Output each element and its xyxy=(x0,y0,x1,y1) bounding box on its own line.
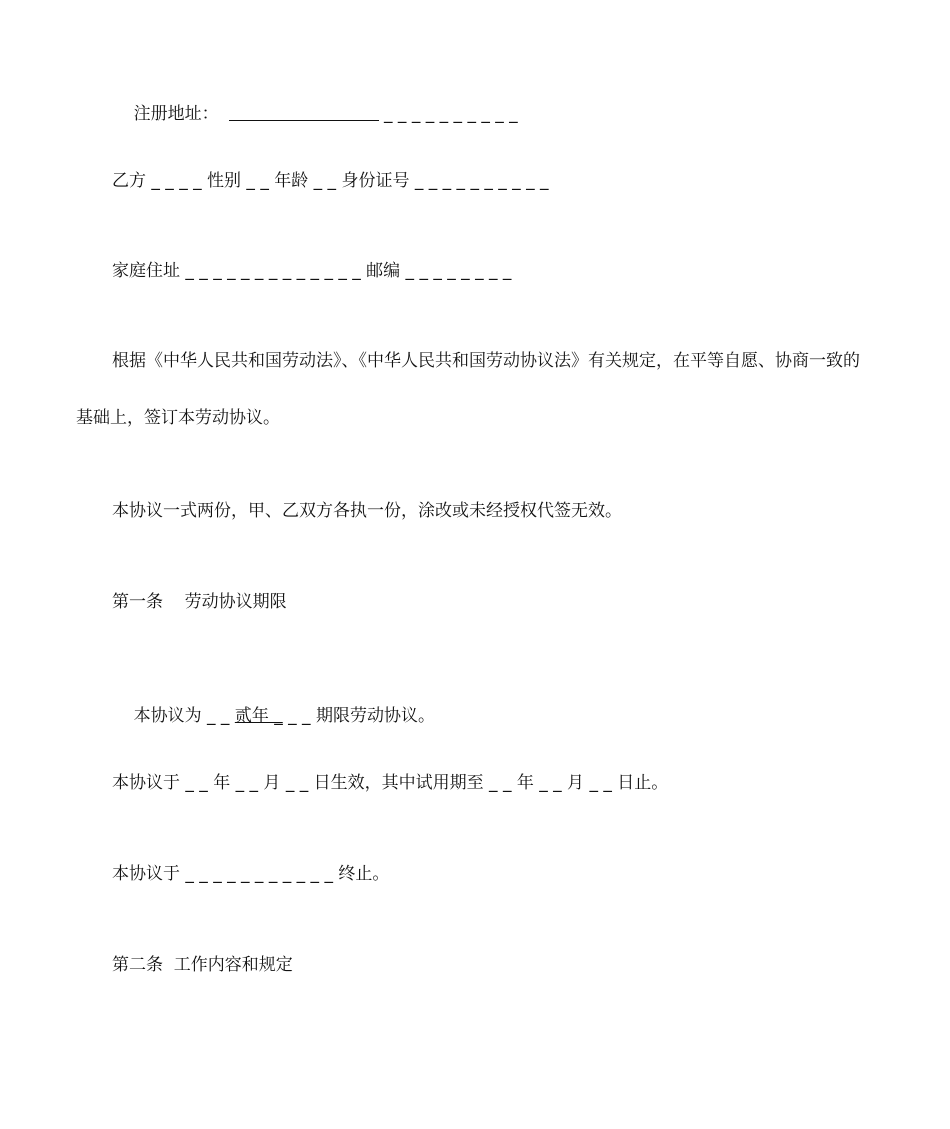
contract-term-prefix: 本协议为 _ _ xyxy=(133,706,235,726)
termination-line: 本协议于 _ _ _ _ _ _ _ _ _ _ _ 终止。 xyxy=(112,864,390,884)
registered-address-label: 注册地址： xyxy=(133,104,219,124)
effective-date-line: 本协议于 _ _ 年 _ _ 月 _ _ 日生效，其中试用期至 _ _ 年 _ _ 月 _ _ 日止。 xyxy=(112,773,669,793)
article-2-title: 第二条 工作内容和规定 xyxy=(112,955,293,975)
party-b-info-line: 乙方 _ _ _ _ 性别 _ _ 年龄 _ _ 身份证号 _ _ _ _ _ _ _ _ _ _ xyxy=(112,171,549,191)
contract-term-line xyxy=(112,680,435,752)
article-1-title: 第一条 劳动协议期限 xyxy=(112,592,287,612)
contract-term-suffix: _ _ 期限劳动协议。 xyxy=(282,706,435,726)
home-address-line: 家庭住址 _ _ _ _ _ _ _ _ _ _ _ _ _ 邮编 _ _ _ _ _ _ _ _ xyxy=(112,261,512,281)
registered-address-line xyxy=(112,78,518,150)
basis-paragraph: 根据《中华人民共和国劳动法》、《中华人民共和国劳动协议法》有关规定，在平等自愿、协商一致的基础上，签订本劳动协议。 xyxy=(76,351,860,428)
registered-address-blank: _ _ _ _ _ _ _ _ _ _ xyxy=(378,104,518,124)
contract-term-value: 贰年 _ xyxy=(234,706,283,726)
copies-paragraph: 本协议一式两份，甲、乙双方各执一份，涂改或未经授权代签无效。 xyxy=(112,501,622,521)
registered-address-blank-underline xyxy=(229,119,379,121)
